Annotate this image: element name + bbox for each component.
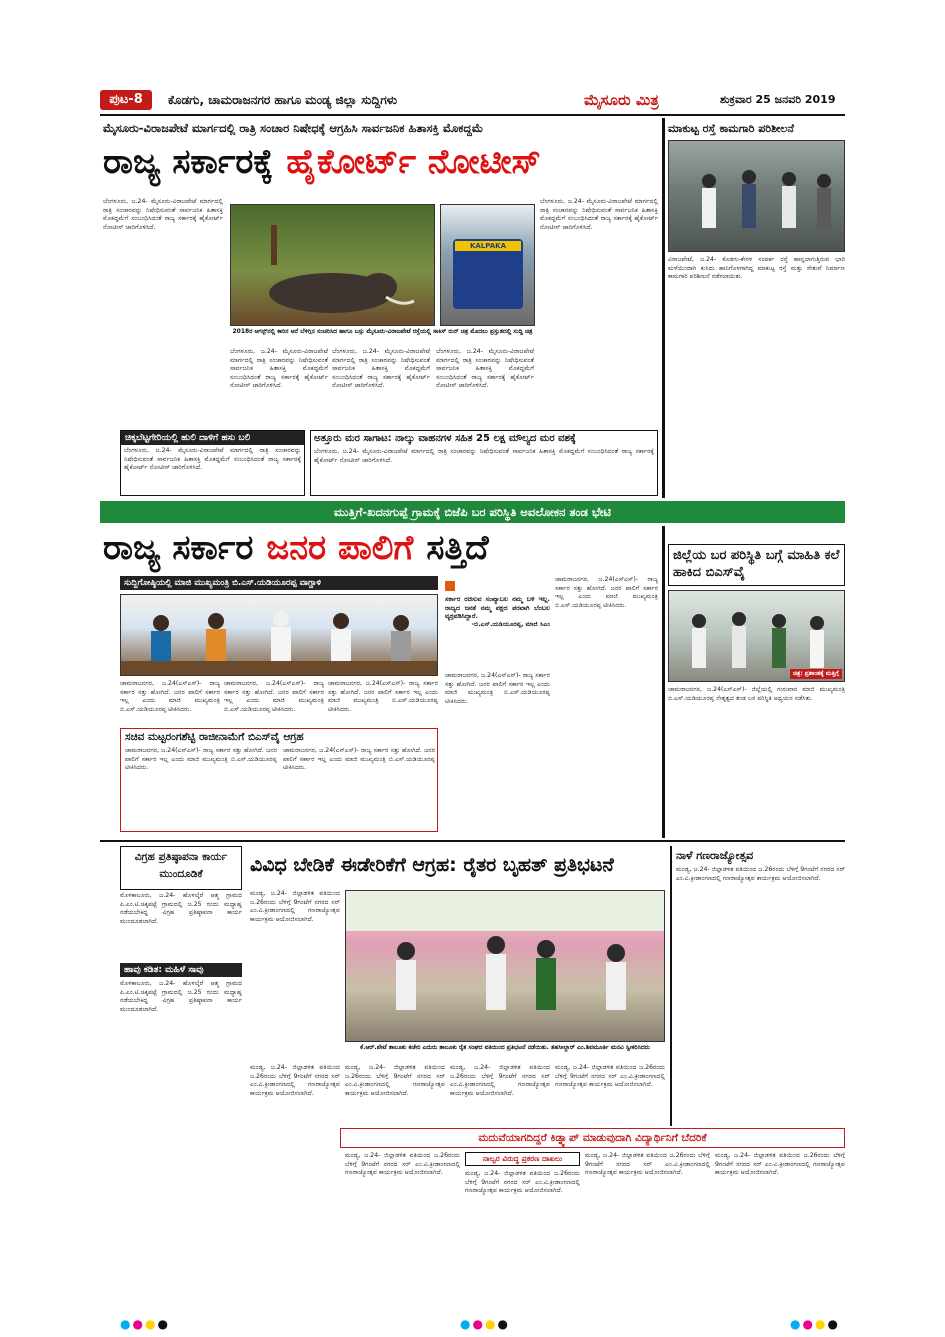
protest-body-col3: ಮಂಡ್ಯ, ಜ.24- ಜಿಲ್ಲಾಡಳಿತ ವತಿಯಿಂದ ಜ.26ರಂದು ಬೆಳಿಗ್ಗೆ 9ಗಂಟೆಗೆ ನಗರದ ಸರ್ ಎಂ.ವಿ.ಕ್ರೀಡಾಂಗಣದಲ್ಲಿ ಗಣರಾಜ್ಯೋತ್ಸವ ಕಾರ್ಯಕ್ರಮ ಆಯೋಜಿಸಲಾಗಿದೆ.: [345, 1064, 445, 1097]
registration-dots-right: ●●●●: [790, 1317, 840, 1331]
second-headline-black1: ರಾಜ್ಯ ಸರ್ಕಾರ: [103, 528, 254, 568]
snake-bite-body: ಮೊಳಕಾಲೂರು, ಜ.24- ಹೊಳಲ್ಕೆರೆ ಆತ್ಮ ಗ್ರಾಮದ ಪಿ.ಎಂ.ಟಿ.ಚಿಕ್ಕಪಟ್ಟೆ ಗ್ರಾಮದಲ್ಲಿ ಜ.25 ರಂದು ಮಧ್ಯಾಹ್ನ ನಡೆಯಬೇಕಿದ್ದ ವಿಗ್ರಹ ಪ್ರತಿಷ್ಠಾಪನಾ ಕಾರ್ಯ ಮುಂದೂಡಲಾಗಿದೆ.: [120, 980, 242, 1013]
header-rule: [100, 114, 845, 116]
page-number: ಪುಟ-8: [100, 90, 152, 110]
snake-bite-title: ಹಾವು ಕಡಿತ: ಮಹಿಳೆ ಸಾವು: [120, 963, 242, 977]
kidnap-headline-box: [340, 1128, 845, 1148]
timber-box: [310, 430, 658, 496]
elephant-illustration: [231, 205, 435, 326]
drought-headline: ಜಿಲ್ಲೆಯ ಬರ ಪರಿಸ್ಥಿತಿ ಬಗ್ಗೆ ಮಾಹಿತಿ ಕಲೆ ಹಾಕಿದ ಬಿಎಸ್‌ವೈ: [673, 548, 840, 580]
second-headline-black2: ಸತ್ತಿದೆ: [426, 528, 489, 568]
press-meet-photo: [120, 594, 438, 676]
protest-body-col5: ಮಂಡ್ಯ, ಜ.24- ಜಿಲ್ಲಾಡಳಿತ ವತಿಯಿಂದ ಜ.26ರಂದು ಬೆಳಿಗ್ಗೆ 9ಗಂಟೆಗೆ ನಗರದ ಸರ್ ಎಂ.ವಿ.ಕ್ರೀಡಾಂಗಣದಲ್ಲಿ ಗಣರಾಜ್ಯೋತ್ಸವ ಕಾರ್ಯಕ್ರಮ ಆಯೋಜಿಸಲಾಗಿದೆ.: [555, 1064, 665, 1089]
lead-headline: [103, 140, 658, 192]
second-body-col4: ಚಾಮರಾಜನಗರ, ಜ.24(ಎಸ್‌ಎಸ್)- ರಾಜ್ಯ ಸರ್ಕಾರ ಸತ್ತು ಹೋಗಿದೆ. ಜನರ ಪಾಲಿಗೆ ಸರ್ಕಾರ ಇಲ್ಲ ಎಂದು ಮಾಜಿ ಮುಖ್ಯಮಂತ್ರಿ ಬಿ.ಎಸ್.ಯಡಿಯೂರಪ್ಪ ಟೀಕಿಸಿದರು.: [445, 672, 550, 705]
minister-resign-col1: ಚಾಮರಾಜನಗರ, ಜ.24(ಎಸ್‌ಎಸ್)- ರಾಜ್ಯ ಸರ್ಕಾರ ಸತ್ತು ಹೋಗಿದೆ. ಜನರ ಪಾಲಿಗೆ ಸರ್ಕಾರ ಇಲ್ಲ ಎಂದು ಮಾಜಿ ಮುಖ್ಯಮಂತ್ರಿ ಬಿ.ಎಸ್.ಯಡಿಯೂರಪ್ಪ ಟೀಕಿಸಿದರು.: [125, 747, 277, 772]
second-strap: ಸುದ್ದಿಗೋಷ್ಠಿಯಲ್ಲಿ ಮಾಜಿ ಮುಖ್ಯಮಂತ್ರಿ ಬಿ.ಎಸ್.ಯಡಿಯೂರಪ್ಪ ವಾಗ್ದಾಳಿ: [120, 576, 438, 590]
protest-photo: [345, 890, 665, 1042]
second-headline: [103, 526, 658, 574]
column-divider: [662, 118, 665, 498]
quote-by: -ಬಿ.ಎಸ್.ಯಡಿಯೂರಪ್ಪ, ಮಾಜಿ ಸಿಎಂ: [471, 620, 550, 628]
timber-title: ಅತ್ತೂರು ಮರ ಸಾಗಾಟ: ನಾಲ್ಕು ವಾಹನಗಳ ಸಹಿತ 25 ಲಕ್ಷ ಮೌಲ್ಯದ ಮರ ವಶಕ್ಕೆ: [314, 433, 576, 444]
drought-photo-label: ಚಿತ್ರ: ಪ್ರಶಾಂತಕ್ಕೆ ಮತ್ತಿಗ್ಗೆ: [790, 669, 842, 679]
kidnap-sub-box: [465, 1152, 580, 1166]
lead-body-col1: ಬೆಂಗಳೂರು, ಜ.24- ಮೈಸೂರು-ವಿರಾಜಪೇಟೆ ಮಾರ್ಗದಲ್ಲಿ ರಾತ್ರಿ ಸಂಚಾರವನ್ನು ನಿಷೇಧಿಸುವಂತೆ ಸಾರ್ವಜನಿಕ ಹಿತಾಸಕ್ತಿ ಮೊಕದ್ದಮೆಗೆ ಸಂಬಂಧಿಸಿದಂತೆ ರಾಜ್ಯ ಸರ್ಕಾರಕ್ಕೆ ಹೈಕೋರ್ಟ್ ನೋಟೀಸ್ ಜಾರಿಗೊಳಿಸಿದೆ.: [103, 198, 223, 231]
lead-body-col3: ಬೆಂಗಳೂರು, ಜ.24- ಮೈಸೂರು-ವಿರಾಜಪೇಟೆ ಮಾರ್ಗದಲ್ಲಿ ರಾತ್ರಿ ಸಂಚಾರವನ್ನು ನಿಷೇಧಿಸುವಂತೆ ಸಾರ್ವಜನಿಕ ಹಿತಾಸಕ್ತಿ ಮೊಕದ್ದಮೆಗೆ ಸಂಬಂಧಿಸಿದಂತೆ ರಾಜ್ಯ ಸರ್ಕಾರಕ್ಕೆ ಹೈಕೋರ್ಟ್ ನೋಟೀಸ್ ಜಾರಿಗೊಳಿಸಿದೆ.: [332, 348, 430, 390]
quote-text: ಸರ್ಕಾರ ರಚಿಸುವ ಸಂಖ್ಯಾಬಲ ನಮ್ಮ ಬಳಿ ಇಲ್ಲ. ರಾಜ್ಯದ ಜನತೆ ನಮ್ಮ ಪಕ್ಷದ ಪರವಾಗಿ ಬೆಂಬಲ ವ್ಯಕ್ತಪಡಿಸಿದ್ದಾರೆ.: [445, 595, 550, 621]
idol-title: ವಿಗ್ರಹ ಪ್ರತಿಷ್ಠಾಪನಾ ಕಾರ್ಯ ಮುಂದೂಡಿಕೆ: [134, 851, 228, 880]
bus-label: KALPAKA: [455, 241, 521, 251]
makutta-body: ವಿರಾಜಪೇಟೆ, ಜ.24- ಕೊಡಗು-ಕೇರಳ ಸಂಪರ್ಕ ರಸ್ತೆ ಹಾನ್ನಲಾಗುತ್ತಿರುವ ಭಾರಿ ಮಳೆಯಿಂದಾಗಿ ಕುಸಿದು ಹಾನಿಗೊಳಗಾಗಿದ್ದ ಮಾಕುಟ್ಟ ರಸ್ತೆ ಮತ್ತು ಸೇತುವೆ ನಿರ್ಮಾಣ ಕಾಮಗಾರಿ ಪರಿಶೀಲನೆ ನಡೆಸಲಾಯಿತು.: [668, 256, 845, 281]
kidnap-body-col4: ಮಂಡ್ಯ, ಜ.24- ಜಿಲ್ಲಾಡಳಿತ ವತಿಯಿಂದ ಜ.26ರಂದು ಬೆಳಿಗ್ಗೆ 9ಗಂಟೆಗೆ ನಗರದ ಸರ್ ಎಂ.ವಿ.ಕ್ರೀಡಾಂಗಣದಲ್ಲಿ ಗಣರಾಜ್ಯೋತ್ಸವ ಕಾರ್ಯಕ್ರಮ ಆಯೋಜಿಸಲಾಗಿದೆ.: [715, 1152, 845, 1177]
kidnap-body-col1: ಮಂಡ್ಯ, ಜ.24- ಜಿಲ್ಲಾಡಳಿತ ವತಿಯಿಂದ ಜ.26ರಂದು ಬೆಳಿಗ್ಗೆ 9ಗಂಟೆಗೆ ನಗರದ ಸರ್ ಎಂ.ವಿ.ಕ್ರೀಡಾಂಗಣದಲ್ಲಿ ಗಣರಾಜ್ಯೋತ್ಸವ ಕಾರ್ಯಕ್ರಮ ಆಯೋಜಿಸಲಾಗಿದೆ.: [345, 1152, 460, 1177]
drought-photo: [668, 590, 845, 682]
drought-headline-box: [668, 544, 845, 586]
kidnap-body-col3: ಮಂಡ್ಯ, ಜ.24- ಜಿಲ್ಲಾಡಳಿತ ವತಿಯಿಂದ ಜ.26ರಂದು ಬೆಳಿಗ್ಗೆ 9ಗಂಟೆಗೆ ನಗರದ ಸರ್ ಎಂ.ವಿ.ಕ್ರೀಡಾಂಗಣದಲ್ಲಿ ಗಣರಾಜ್ಯೋತ್ಸವ ಕಾರ್ಯಕ್ರಮ ಆಯೋಜಿಸಲಾಗಿದೆ.: [585, 1152, 710, 1177]
lead-kicker: ಮೈಸೂರು-ವಿರಾಜಪೇಟೆ ಮಾರ್ಗದಲ್ಲಿ ರಾತ್ರಿ ಸಂಚಾರ ನಿಷೇಧಕ್ಕೆ ಆಗ್ರಹಿಸಿ ಸಾರ್ವಜನಿಕ ಹಿತಾಸಕ್ತಿ ಮೊಕದ್ದಮೆ: [103, 121, 484, 135]
elephant-photo: [230, 204, 435, 326]
issue-date: ಶುಕ್ರವಾರ 25 ಜನವರಿ 2019: [720, 93, 836, 106]
idol-body: ಮೊಳಕಾಲೂರು, ಜ.24- ಹೊಳಲ್ಕೆರೆ ಆತ್ಮ ಗ್ರಾಮದ ಪಿ.ಎಂ.ಟಿ.ಚಿಕ್ಕಪಟ್ಟೆ ಗ್ರಾಮದಲ್ಲಿ ಜ.25 ರಂದು ಮಧ್ಯಾಹ್ನ ನಡೆಯಬೇಕಿದ್ದ ವಿಗ್ರಹ ಪ್ರತಿಷ್ಠಾಪನಾ ಕಾರ್ಯ ಮುಂದೂಡಲಾಗಿದೆ.: [120, 892, 242, 925]
makutta-photo: [668, 140, 845, 252]
kidnap-body-col2: ಮಂಡ್ಯ, ಜ.24- ಜಿಲ್ಲಾಡಳಿತ ವತಿಯಿಂದ ಜ.26ರಂದು ಬೆಳಿಗ್ಗೆ 9ಗಂಟೆಗೆ ನಗರದ ಸರ್ ಎಂ.ವಿ.ಕ್ರೀಡಾಂಗಣದಲ್ಲಿ ಗಣರಾಜ್ಯೋತ್ಸವ ಕಾರ್ಯಕ್ರಮ ಆಯೋಜಿಸಲಾಗಿದೆ.: [465, 1170, 580, 1195]
tiger-attack-box: [120, 430, 305, 496]
quote-icon: [445, 581, 455, 591]
column-divider-2: [662, 526, 665, 838]
lead-body-col2: ಬೆಂಗಳೂರು, ಜ.24- ಮೈಸೂರು-ವಿರಾಜಪೇಟೆ ಮಾರ್ಗದಲ್ಲಿ ರಾತ್ರಿ ಸಂಚಾರವನ್ನು ನಿಷೇಧಿಸುವಂತೆ ಸಾರ್ವಜನಿಕ ಹಿತಾಸಕ್ತಿ ಮೊಕದ್ದಮೆಗೆ ಸಂಬಂಧಿಸಿದಂತೆ ರಾಜ್ಯ ಸರ್ಕಾರಕ್ಕೆ ಹೈಕೋರ್ಟ್ ನೋಟೀಸ್ ಜಾರಿಗೊಳಿಸಿದೆ.: [230, 348, 328, 390]
column-divider-3: [670, 846, 672, 1126]
second-body-col2: ಚಾಮರಾಜನಗರ, ಜ.24(ಎಸ್‌ಎಸ್)- ರಾಜ್ಯ ಸರ್ಕಾರ ಸತ್ತು ಹೋಗಿದೆ. ಜನರ ಪಾಲಿಗೆ ಸರ್ಕಾರ ಇಲ್ಲ ಎಂದು ಮಾಜಿ ಮುಖ್ಯಮಂತ್ರಿ ಬಿ.ಎಸ್.ಯಡಿಯೂರಪ್ಪ ಟೀಕಿಸಿದರು.: [224, 680, 324, 713]
lead-headline-red: ಹೈಕೋರ್ಟ್ ನೋಟೀಸ್: [286, 142, 541, 182]
republic-day-body: ಮಂಡ್ಯ, ಜ.24- ಜಿಲ್ಲಾಡಳಿತ ವತಿಯಿಂದ ಜ.26ರಂದು ಬೆಳಿಗ್ಗೆ 9ಗಂಟೆಗೆ ನಗರದ ಸರ್ ಎಂ.ವಿ.ಕ್ರೀಡಾಂಗಣದಲ್ಲಿ ಗಣರಾಜ್ಯೋತ್ಸವ ಕಾರ್ಯಕ್ರಮ ಆಯೋಜಿಸಲಾಗಿದೆ.: [676, 866, 845, 882]
republic-day-title: ನಾಳೆ ಗಣರಾಜ್ಯೋತ್ಸವ: [676, 849, 754, 862]
tiger-attack-body: ಬೆಂಗಳೂರು, ಜ.24- ಮೈಸೂರು-ವಿರಾಜಪೇಟೆ ಮಾರ್ಗದಲ್ಲಿ ರಾತ್ರಿ ಸಂಚಾರವನ್ನು ನಿಷೇಧಿಸುವಂತೆ ಸಾರ್ವಜನಿಕ ಹಿತಾಸಕ್ತಿ ಮೊಕದ್ದಮೆಗೆ ಸಂಬಂಧಿಸಿದಂತೆ ರಾಜ್ಯ ಸರ್ಕಾರಕ್ಕೆ ಹೈಕೋರ್ಟ್ ನೋಟೀಸ್ ಜಾರಿಗೊಳಿಸಿದೆ.: [124, 447, 301, 472]
people-illustration: [669, 141, 845, 252]
protest-illustration: [346, 891, 665, 1042]
protest-body-col2: ಮಂಡ್ಯ, ಜ.24- ಜಿಲ್ಲಾಡಳಿತ ವತಿಯಿಂದ ಜ.26ರಂದು ಬೆಳಿಗ್ಗೆ 9ಗಂಟೆಗೆ ನಗರದ ಸರ್ ಎಂ.ವಿ.ಕ್ರೀಡಾಂಗಣದಲ್ಲಿ ಗಣರಾಜ್ಯೋತ್ಸವ ಕಾರ್ಯಕ್ರಮ ಆಯೋಜಿಸಲಾಗಿದೆ.: [250, 1064, 340, 1097]
bus-photo: [440, 204, 535, 326]
registration-dots-left: ●●●●: [120, 1317, 170, 1331]
second-body-col3: ಚಾಮರಾಜನಗರ, ಜ.24(ಎಸ್‌ಎಸ್)- ರಾಜ್ಯ ಸರ್ಕಾರ ಸತ್ತು ಹೋಗಿದೆ. ಜನರ ಪಾಲಿಗೆ ಸರ್ಕಾರ ಇಲ್ಲ ಎಂದು ಮಾಜಿ ಮುಖ್ಯಮಂತ್ರಿ ಬಿ.ಎಸ್.ಯಡಿಯೂರಪ್ಪ ಟೀಕಿಸಿದರು.: [328, 680, 438, 713]
protest-body-col4: ಮಂಡ್ಯ, ಜ.24- ಜಿಲ್ಲಾಡಳಿತ ವತಿಯಿಂದ ಜ.26ರಂದು ಬೆಳಿಗ್ಗೆ 9ಗಂಟೆಗೆ ನಗರದ ಸರ್ ಎಂ.ವಿ.ಕ್ರೀಡಾಂಗಣದಲ್ಲಿ ಗಣರಾಜ್ಯೋತ್ಸವ ಕಾರ್ಯಕ್ರಮ ಆಯೋಜಿಸಲಾಗಿದೆ.: [450, 1064, 550, 1097]
minister-resign-col2: ಚಾಮರಾಜನಗರ, ಜ.24(ಎಸ್‌ಎಸ್)- ರಾಜ್ಯ ಸರ್ಕಾರ ಸತ್ತು ಹೋಗಿದೆ. ಜನರ ಪಾಲಿಗೆ ಸರ್ಕಾರ ಇಲ್ಲ ಎಂದು ಮಾಜಿ ಮುಖ್ಯಮಂತ್ರಿ ಬಿ.ಎಸ್.ಯಡಿಯೂರಪ್ಪ ಟೀಕಿಸಿದರು.: [283, 747, 435, 772]
kidnap-sub: ನಾಲ್ವರ ವಿರುದ್ಧ ಪ್ರಕರಣ ದಾಖಲು: [482, 1154, 563, 1163]
second-body-col5: ಚಾಮರಾಜನಗರ, ಜ.24(ಎಸ್‌ಎಸ್)- ರಾಜ್ಯ ಸರ್ಕಾರ ಸತ್ತು ಹೋಗಿದೆ. ಜನರ ಪಾಲಿಗೆ ಸರ್ಕಾರ ಇಲ್ಲ ಎಂದು ಮಾಜಿ ಮುಖ್ಯಮಂತ್ರಿ ಬಿ.ಎಸ್.ಯಡಿಯೂರಪ್ಪ ಟೀಕಿಸಿದರು.: [555, 576, 658, 609]
protest-body-col1: ಮಂಡ್ಯ, ಜ.24- ಜಿಲ್ಲಾಡಳಿತ ವತಿಯಿಂದ ಜ.26ರಂದು ಬೆಳಿಗ್ಗೆ 9ಗಂಟೆಗೆ ನಗರದ ಸರ್ ಎಂ.ವಿ.ಕ್ರೀಡಾಂಗಣದಲ್ಲಿ ಗಣರಾಜ್ಯೋತ್ಸವ ಕಾರ್ಯಕ್ರಮ ಆಯೋಜಿಸಲಾಗಿದೆ.: [250, 890, 340, 923]
mid-rule: [100, 840, 845, 842]
drought-body: ಚಾಮರಾಜನಗರ, ಜ.24(ಎಸ್‌ಎಸ್)- ಜಿಲ್ಲೆಯಲ್ಲಿ ಗುರುವಾರ ಮಾಜಿ ಮುಖ್ಯಮಂತ್ರಿ ಬಿ.ಎಸ್.ಯಡಿಯೂರಪ್ಪ ನೇತೃತ್ವದ ತಂಡ ಬರ ಪರಿಸ್ಥಿತಿ ಅಧ್ಯಯನ ನಡೆಸಿತು.: [668, 686, 845, 702]
protest-photo-caption: ಕೆ.ಆರ್.ಪೇಟೆ ತಾಲೂಕು ಕಚೇರಿ ಎದುರು ತಾಲೂಕು ರೈತ ಸಂಘದ ವತಿಯಿಂದ ಪ್ರತಿಭಟನೆ ನಡೆಯಿತು. ತಹಸೀಲ್ದಾರ್ ಎಂ.ಶಿವಮೂರ್ತಿ ಮನವಿ ಸ್ವೀಕರಿಸಿದರು: [360, 1044, 650, 1051]
green-banner: ಮುತ್ತಿಗೆ-ಖದನಗುಪ್ಪೆ ಗ್ರಾಮಕ್ಕೆ ಬಿಜೆಪಿ ಬರ ಪರಿಸ್ಥಿತಿ ಅವಲೋಕನ ತಂಡ ಭೇಟಿ: [100, 501, 845, 523]
registration-dots-mid: ●●●●: [460, 1317, 510, 1331]
kidnap-headline: ಮದುವೆಯಾಗದಿದ್ದರೆ ಕಿಡ್ನ್ಯಾಪ್ ಮಾಡುವುದಾಗಿ ವಿದ್ಯಾರ್ಥಿನಿಗೆ ಬೆದರಿಕೆ: [478, 1132, 707, 1144]
idol-box: [120, 846, 242, 890]
second-body-col1: ಚಾಮರಾಜನಗರ, ಜ.24(ಎಸ್‌ಎಸ್)- ರಾಜ್ಯ ಸರ್ಕಾರ ಸತ್ತು ಹೋಗಿದೆ. ಜನರ ಪಾಲಿಗೆ ಸರ್ಕಾರ ಇಲ್ಲ ಎಂದು ಮಾಜಿ ಮುಖ್ಯಮಂತ್ರಿ ಬಿ.ಎಸ್.ಯಡಿಯೂರಪ್ಪ ಟೀಕಿಸಿದರು.: [120, 680, 220, 713]
second-headline-red: ಜನರ ಪಾಲಿಗೆ: [266, 528, 414, 568]
timber-body: ಬೆಂಗಳೂರು, ಜ.24- ಮೈಸೂರು-ವಿರಾಜಪೇಟೆ ಮಾರ್ಗದಲ್ಲಿ ರಾತ್ರಿ ಸಂಚಾರವನ್ನು ನಿಷೇಧಿಸುವಂತೆ ಸಾರ್ವಜನಿಕ ಹಿತಾಸಕ್ತಿ ಮೊಕದ್ದಮೆಗೆ ಸಂಬಂಧಿಸಿದಂತೆ ರಾಜ್ಯ ಸರ್ಕಾರಕ್ಕೆ ಹೈಕೋರ್ಟ್ ನೋಟೀಸ್ ಜಾರಿಗೊಳಿಸಿದೆ.: [314, 448, 654, 464]
makutta-headline: ಮಾಕುಟ್ಟ ರಸ್ತೆ ಕಾಮಗಾರಿ ಪರಿಶೀಲನೆ: [668, 122, 794, 135]
protest-headline: ವಿವಿಧ ಬೇಡಿಕೆ ಈಡೇರಿಕೆಗೆ ಆಗ್ರಹ: ರೈತರ ಬೃಹತ್ ಪ್ರತಿಭಟನೆ: [250, 854, 614, 876]
minister-resign-box: [120, 728, 438, 832]
paper-logo: ಮೈಸೂರು ಮಿತ್ರ: [584, 91, 659, 109]
section-title: ಕೊಡಗು, ಚಾಮರಾಜನಗರ ಹಾಗೂ ಮಂಡ್ಯ ಜಿಲ್ಲಾ ಸುದ್ದಿಗಳು: [168, 93, 398, 107]
lead-photo-caption: 2018ರ ಆಗಸ್ಟ್‌ನಲ್ಲಿ ಕಾರಿನ ಆನೆ ಬೆಳಿಗ್ಗಿನ ಸಂಚರಿಸಿದ ಹಾಗೂ ಬಸ್ಸು ಮೈಸೂರು-ವಿರಾಜಪೇಟೆ ರಸ್ತೆಯಲ್ಲಿ ಸಾಕಿಸ್ ರುನ್ ಚಿತ್ರ ಮೊದಲು ಪ್ರಸ್ತುತದಲ್ಲಿ ಸುದ್ದಿ ಚಿತ್ರ: [232, 328, 533, 335]
lead-body-col5: ಬೆಂಗಳೂರು, ಜ.24- ಮೈಸೂರು-ವಿರಾಜಪೇಟೆ ಮಾರ್ಗದಲ್ಲಿ ರಾತ್ರಿ ಸಂಚಾರವನ್ನು ನಿಷೇಧಿಸುವಂತೆ ಸಾರ್ವಜನಿಕ ಹಿತಾಸಕ್ತಿ ಮೊಕದ್ದಮೆಗೆ ಸಂಬಂಧಿಸಿದಂತೆ ರಾಜ್ಯ ಸರ್ಕಾರಕ್ಕೆ ಹೈಕೋರ್ಟ್ ನೋಟೀಸ್ ಜಾರಿಗೊಳಿಸಿದೆ.: [540, 198, 658, 231]
bsy-quote: [445, 576, 550, 666]
press-meet-illustration: [121, 595, 438, 676]
tiger-attack-title: ಚಿಕ್ಕಬೆಟ್ಟಗೇರಿಯಲ್ಲಿ ಹುಲಿ ದಾಳಿಗೆ ಹಸು ಬಲಿ: [121, 431, 304, 445]
lead-headline-black: ರಾಜ್ಯ ಸರ್ಕಾರಕ್ಕೆ: [103, 142, 274, 182]
minister-resign-title: ಸಚಿವ ಮಟ್ಟರಂಗಶೆಟ್ಟಿ ರಾಜೀನಾಮೆಗೆ ಬಿಎಸ್‌ವೈ ಆಗ್ರಹ: [125, 731, 304, 743]
lead-body-col4: ಬೆಂಗಳೂರು, ಜ.24- ಮೈಸೂರು-ವಿರಾಜಪೇಟೆ ಮಾರ್ಗದಲ್ಲಿ ರಾತ್ರಿ ಸಂಚಾರವನ್ನು ನಿಷೇಧಿಸುವಂತೆ ಸಾರ್ವಜನಿಕ ಹಿತಾಸಕ್ತಿ ಮೊಕದ್ದಮೆಗೆ ಸಂಬಂಧಿಸಿದಂತೆ ರಾಜ್ಯ ಸರ್ಕಾರಕ್ಕೆ ಹೈಕೋರ್ಟ್ ನೋಟೀಸ್ ಜಾರಿಗೊಳಿಸಿದೆ.: [436, 348, 534, 390]
